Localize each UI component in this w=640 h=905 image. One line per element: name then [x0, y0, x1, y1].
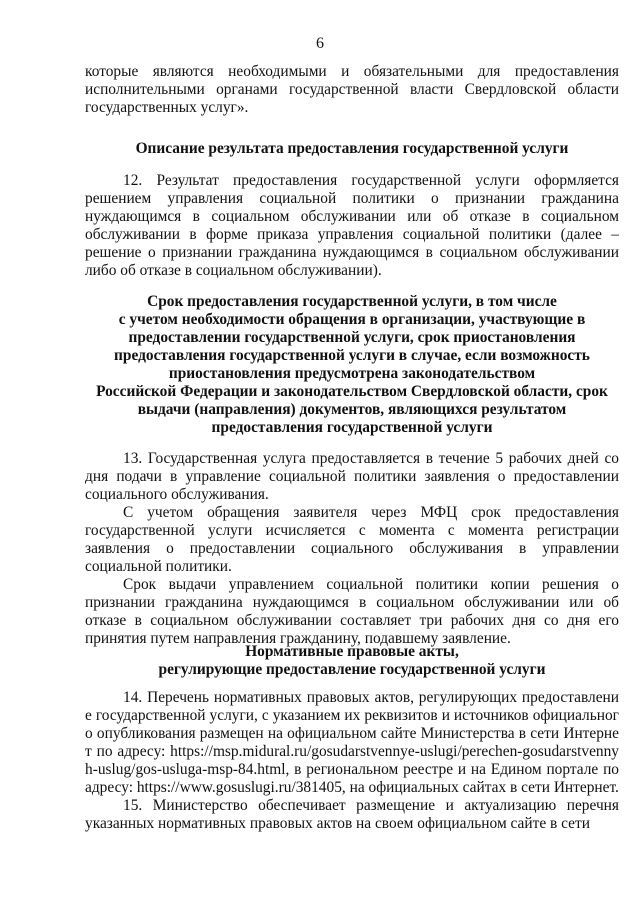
paragraph-14-text: 14. Перечень нормативных правовых актов, регулирующих предоставление государственной услуги, с указанием их реквизитов и источников официального опубликования размещен на официальном сайте Министерства в сети Интернет по адресу: https://msp.midural.ru/gosudarstvennye-uslugi/perechen-gosudarstvennyh-uslug/gos-usluga-msp-84.html, в региональном реестре и на Едином портале по адресу: https://www.gosuslugi.ru/381405, на официальных сайтах в сети Интернет.: [85, 689, 619, 796]
paragraph-13-mfc: С учетом обращения заявителя через МФЦ срок предоставления государственной услуги исчисляется с момента с момента регистрации заявления о предоставлении социального обслуживания в управлении социальной политики.: [85, 504, 619, 575]
paragraph-13-issue: Срок выдачи управлением социальной политики копии решения о признании гражданина нуждающимся в социальном обслуживании или об отказе в социальном обслуживании составляет три рабочих дня со дня его принятия путем направления гражданину, подавшему заявление.: [85, 576, 619, 647]
acts-heading: [85, 643, 619, 679]
term-heading-line: Российской Федерации и законодательством Свердловской области, срок: [96, 383, 608, 400]
paragraph-13: [85, 450, 619, 648]
page-number: 6: [316, 35, 324, 52]
acts-heading-line: регулирующие предоставление государственной услуги: [158, 661, 546, 678]
term-heading-line: предоставлении государственной услуги, срок приостановления: [128, 329, 576, 346]
paragraph-13-text: 13. Государственная услуга предоставляется в течение 5 рабочих дней со дня подачи в управление социальной политики заявления о предоставлении социального обслуживания.: [85, 450, 619, 503]
paragraph-15-text: 15. Министерство обеспечивает размещение и актуализацию перечня указанных нормативных правовых актов на своем официальном сайте в сети: [85, 797, 619, 832]
result-heading-text: Описание результата предоставления государственной услуги: [135, 140, 569, 157]
term-heading-line: выдачи (направления) документов, являющихся результатом: [137, 401, 567, 418]
intro-paragraph: [85, 63, 619, 117]
term-heading-line: предоставления государственной услуги: [211, 419, 493, 436]
result-heading: [85, 140, 619, 158]
term-heading-line: с учетом необходимости обращения в организации, участвующие в: [118, 311, 586, 328]
term-heading-line: предоставления государственной услуги в случае, если возможность: [114, 347, 590, 364]
acts-heading-line: Нормативные правовые акты,: [245, 643, 459, 660]
term-heading-line: Срок предоставления государственной услуги, в том числе: [147, 293, 557, 310]
paragraph-12: [85, 172, 619, 280]
intro-text: которые являются необходимыми и обязательными для предоставления исполнительными органами государственной власти Свердловской области государственных услуг».: [85, 63, 619, 116]
term-heading: [85, 293, 619, 437]
term-heading-line: приостановления предусмотрена законодательством: [168, 365, 536, 382]
paragraph-14-15: [85, 689, 619, 833]
paragraph-12-text: 12. Результат предоставления государственной услуги оформляется решением управления социальной политики о признании гражданина нуждающимся в социальном обслуживании или об отказе в социальном обслуживании в форме приказа управления социальной политики (далее – решение о признании гражданина нуждающимся в социальном обслуживании либо об отказе в социальном обслуживании).: [85, 172, 619, 279]
